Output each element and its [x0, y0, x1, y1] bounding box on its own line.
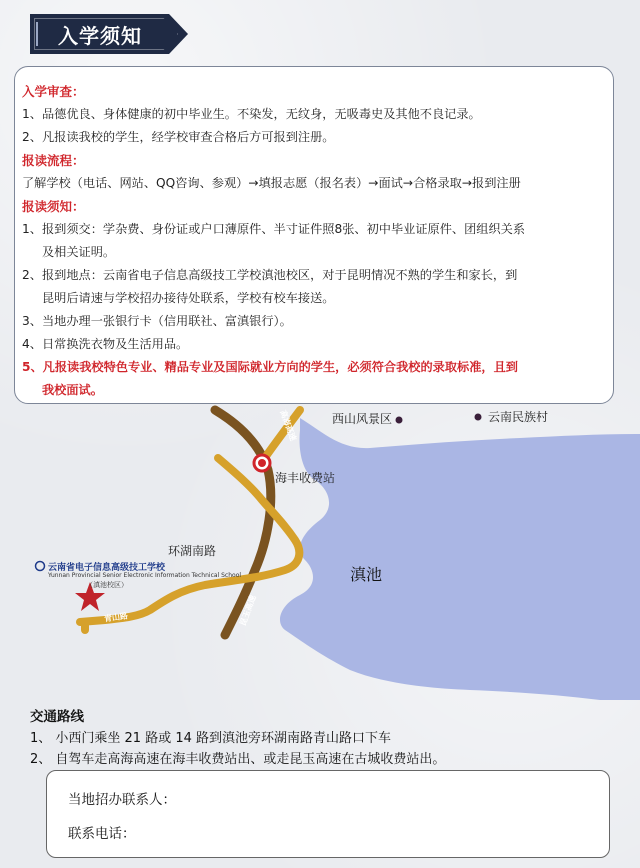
- process-text: 了解学校（电话、网站、QQ咨询、参观）→填报志愿（报名表）→面试→合格录取→报到注册: [22, 176, 521, 190]
- review-item-2: 2、凡报读我校的学生，经学校审查合格后方可报到注册。: [22, 130, 335, 144]
- traffic-line-1: 1、 小西门乘坐 21 路或 14 路到滇池旁环湖南路青山路口下车: [30, 731, 392, 746]
- huanhu-label: 环湖南路: [168, 544, 217, 558]
- traffic-line-2: 2、 自驾车走高海高速在海丰收费站出、或走昆玉高速在古城收费站出。: [30, 752, 446, 767]
- school-en-label: Yunnan Provincial Senior Electronic Information Technical School: [48, 572, 242, 579]
- contact-person-label: 当地招办联系人：: [68, 792, 176, 808]
- xishan-label: 西山风景区: [332, 412, 393, 426]
- school-logo: [36, 562, 45, 571]
- rule-1: 1、报到须交：学杂费、身份证或户口薄原件、半寸证件照8张、初中毕业证原件、团组织关系: [22, 222, 526, 236]
- school-campus-label: （滇池校区）: [86, 581, 128, 589]
- traffic-section: [30, 707, 620, 770]
- rule-1-cont: 及相关证明。: [42, 245, 116, 259]
- rule-5: 5、凡报读我校特色专业、精品专业及国际就业方向的学生，必须符合我校的录取标准，且到: [22, 360, 518, 374]
- traffic-title: 交通路线: [30, 709, 84, 725]
- rule-2: 2、报到地点：云南省电子信息高级技工学校滇池校区，对于昆明情况不熟的学生和家长，到: [22, 268, 518, 282]
- route-map: [0, 400, 640, 700]
- banner-decoration: [36, 22, 56, 46]
- map-graphic: [0, 400, 640, 700]
- rules-heading: 报读须知：: [22, 199, 85, 214]
- contact-box: [46, 770, 610, 858]
- contact-phone-label: 联系电话：: [68, 826, 136, 842]
- gaohai-road-label: 高海高速: [278, 408, 298, 443]
- expressway-road: [215, 410, 271, 635]
- rule-5-cont: 我校面试。: [42, 383, 103, 397]
- review-heading: 入学审查：: [22, 84, 85, 99]
- haifeng-station-dot: [258, 459, 266, 467]
- process-heading: 报读流程：: [22, 153, 85, 168]
- school-name-label: 云南省电子信息高级技工学校: [48, 563, 166, 573]
- qingshan-road-label: 青山路: [103, 611, 129, 624]
- rule-2-cont: 昆明后请速与学校招办接待处联系，学校有校车接送。: [42, 291, 335, 305]
- notice-content: [22, 80, 606, 402]
- rule-3: 3、当地办理一张银行卡（信用联社、富滇银行）。: [22, 314, 292, 328]
- kunyu-road-label: 昆玉高速: [238, 593, 258, 628]
- haifeng-label: 海丰收费站: [275, 471, 336, 485]
- dianchi-label: 滇池: [350, 565, 383, 584]
- xishan-dot: [396, 417, 403, 424]
- minzucun-dot: [475, 414, 482, 421]
- minzucun-label: 云南民族村: [488, 410, 549, 424]
- review-item-1: 1、品德优良、身体健康的初中毕业生。不染发，无纹身，无吸毒史及其他不良记录。: [22, 107, 481, 121]
- rule-4: 4、日常换洗衣物及生活用品。: [22, 337, 189, 351]
- page-title: 入学须知: [58, 24, 142, 48]
- dianchi-lake-shape: [280, 418, 640, 700]
